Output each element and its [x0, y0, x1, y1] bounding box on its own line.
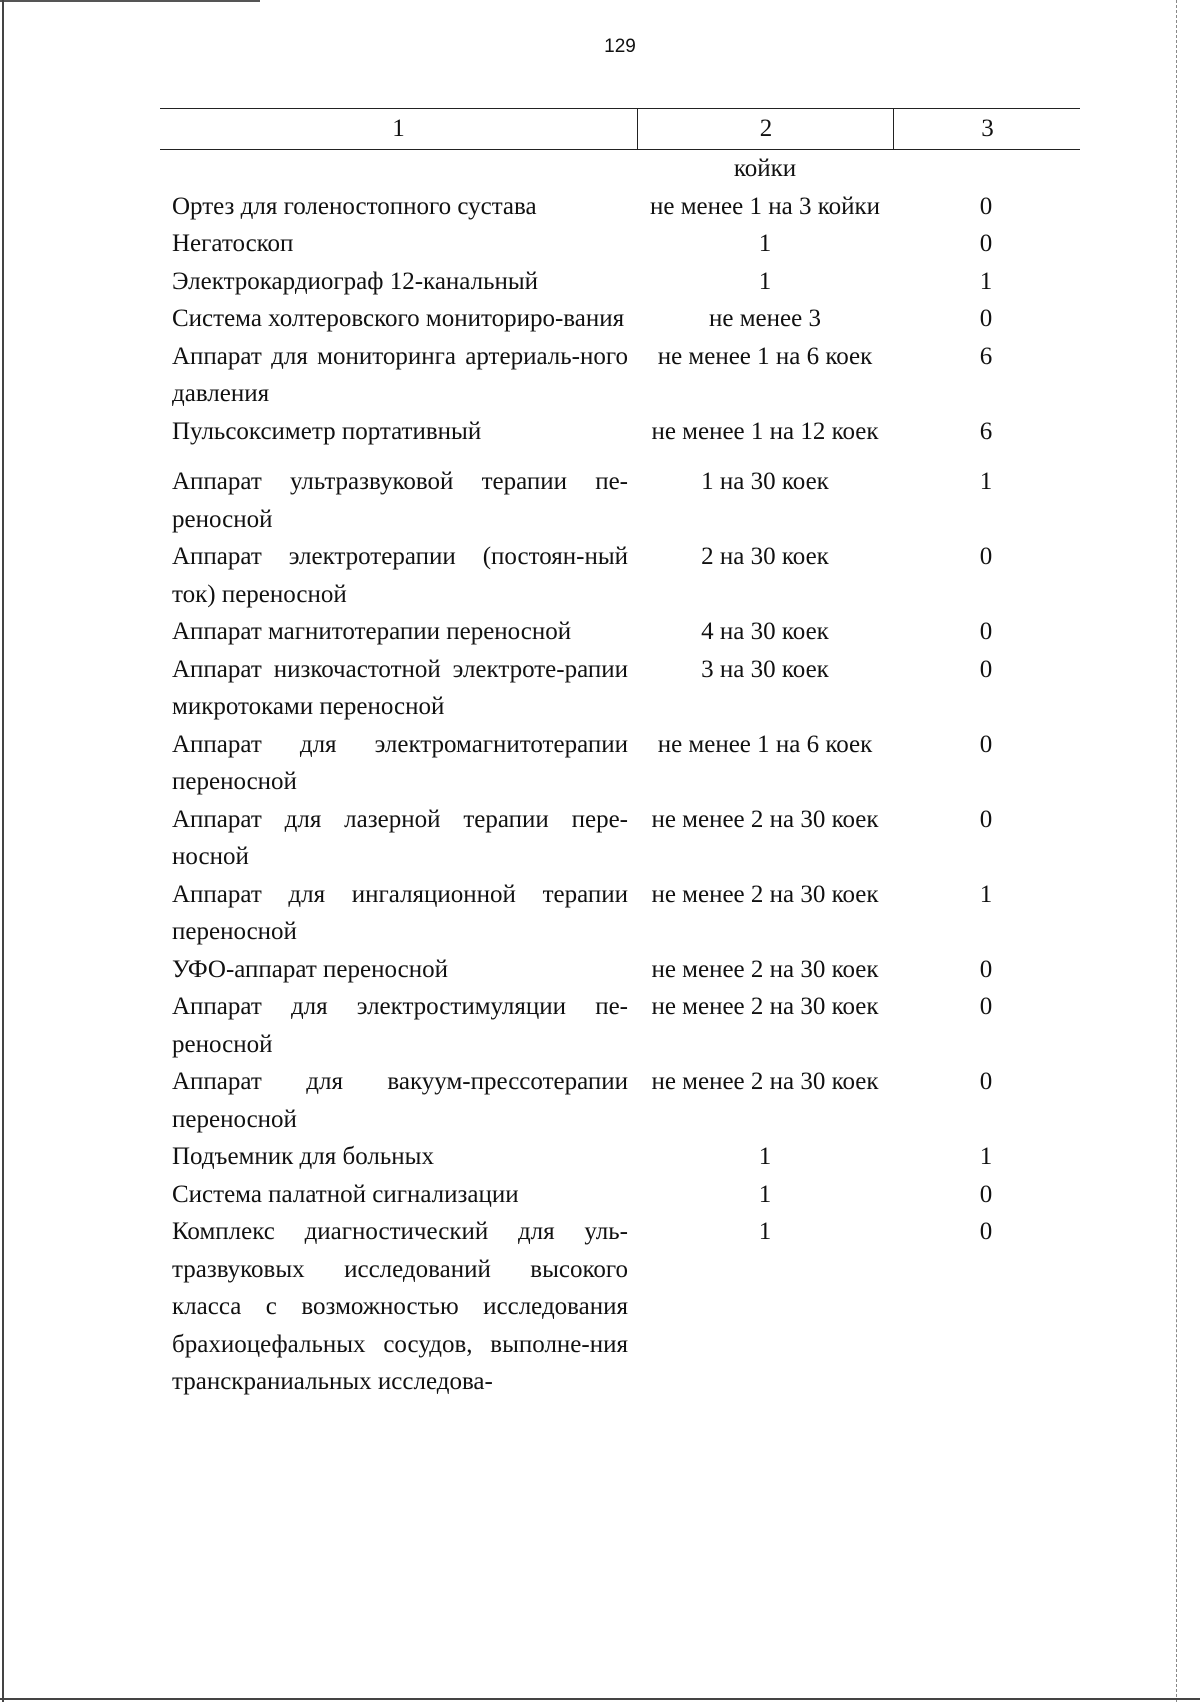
table-row: [172, 225, 1080, 263]
equipment-value: 0: [979, 993, 993, 1020]
equipment-quantity: 3 на 30 коек: [701, 655, 829, 683]
equipment-name: Аппарат низкочастотной электроте-рапии микротоками переносной: [172, 655, 628, 720]
scan-edge-right: [1176, 0, 1177, 1702]
equipment-name: Аппарат для лазерной терапии пере-носной: [172, 805, 628, 870]
table-row: [172, 300, 1080, 338]
header-col-2: 2: [637, 109, 894, 149]
table-row: [172, 263, 1080, 301]
table-row: [172, 1138, 1080, 1176]
table-row: [172, 338, 1080, 413]
scan-edge-top: [0, 0, 260, 2]
equipment-value: 0: [979, 730, 993, 758]
equipment-quantity: не менее 2 на 30 коек: [651, 1068, 879, 1095]
table-row: [172, 188, 1080, 226]
equipment-quantity: 1: [758, 267, 772, 295]
equipment-name: Комплекс диагностический для уль-тразвуковых исследований высокого класса с возможностью исследования брахиоцефальных сосудов, выполне-ния транскраниальных исследова-: [172, 1218, 628, 1395]
table-row: [172, 1063, 1080, 1138]
table-header: [160, 108, 1080, 150]
equipment-quantity: койки: [733, 155, 797, 182]
equipment-name: Система палатной сигнализации: [172, 1180, 519, 1208]
table-row: [172, 1176, 1080, 1214]
table-row: [172, 538, 1080, 613]
equipment-value: 0: [979, 305, 993, 332]
equipment-name: Аппарат для ингаляционной терапии переносной: [172, 880, 628, 945]
equipment-name: Аппарат для электромагнитотерапии переносной: [172, 730, 628, 795]
equipment-name: Негатоскоп: [172, 230, 294, 257]
equipment-quantity: 1: [758, 230, 772, 257]
equipment-quantity: не менее 2 на 30 коек: [651, 880, 879, 908]
equipment-quantity: не менее 1 на 6 коек: [657, 730, 873, 758]
table-row: [172, 951, 1080, 989]
table-row: [172, 651, 1080, 726]
equipment-value: 0: [979, 955, 993, 983]
equipment-quantity: 1: [758, 1218, 772, 1245]
equipment-name: Аппарат для электростимуляции пе-реносной: [172, 993, 628, 1058]
equipment-value: 1: [979, 880, 993, 908]
table-row: [172, 150, 1080, 188]
equipment-quantity: 4 на 30 коек: [701, 618, 829, 645]
equipment-name: Аппарат электротерапии (постоян-ный ток) переносной: [172, 543, 628, 608]
table-row: [172, 1213, 1080, 1401]
equipment-value: 1: [979, 1143, 993, 1170]
equipment-quantity: не менее 1 на 3 койки: [650, 192, 880, 220]
equipment-value: 0: [979, 655, 993, 683]
page-number: 129: [604, 36, 636, 57]
equipment-name: Система холтеровского мониториро-вания: [172, 305, 625, 332]
equipment-value: 0: [979, 230, 993, 257]
equipment-quantity: не менее 3: [709, 305, 821, 332]
equipment-name: Аппарат для вакуум-прессотерапии переносной: [172, 1068, 628, 1133]
equipment-value: 6: [979, 417, 993, 445]
equipment-quantity: не менее 1 на 6 коек: [657, 342, 873, 370]
table-row: [172, 801, 1080, 876]
table-body: [172, 150, 1080, 1401]
equipment-name: Электрокардиограф 12-канальный: [172, 267, 539, 295]
equipment-name: Подъемник для больных: [172, 1143, 434, 1170]
equipment-name: УФО-аппарат переносной: [172, 955, 448, 983]
equipment-name: Аппарат магнитотерапии переносной: [172, 618, 572, 645]
equipment-quantity: не менее 2 на 30 коек: [651, 993, 879, 1020]
equipment-value: 6: [979, 342, 993, 370]
scan-edge-bottom: [0, 1698, 1200, 1700]
equipment-name: Ортез для голеностопного сустава: [172, 192, 537, 220]
table-row: [172, 726, 1080, 801]
equipment-quantity: не менее 2 на 30 коек: [651, 805, 879, 833]
header-col-1: 1: [392, 115, 405, 142]
table-row: [172, 413, 1080, 451]
equipment-value: 0: [979, 543, 993, 570]
equipment-value: 1: [979, 468, 993, 495]
equipment-value: 0: [979, 618, 993, 645]
equipment-quantity: не менее 2 на 30 коек: [651, 955, 879, 983]
table-row: [172, 988, 1080, 1063]
equipment-name: Аппарат ультразвуковой терапии пе-реносной: [172, 468, 628, 533]
equipment-name: Пульсоксиметр портативный: [172, 417, 482, 445]
scan-edge-left: [2, 0, 4, 1702]
table-row: [172, 876, 1080, 951]
equipment-quantity: 1: [758, 1180, 772, 1208]
row-gap: [172, 450, 1080, 463]
equipment-quantity: 1: [758, 1143, 772, 1170]
equipment-value: 0: [979, 1068, 993, 1095]
equipment-value: 0: [979, 1218, 993, 1245]
equipment-value: 0: [979, 1180, 993, 1208]
equipment-quantity: не менее 1 на 12 коек: [651, 417, 879, 445]
table-row: [172, 613, 1080, 651]
equipment-value: 0: [979, 805, 993, 833]
equipment-quantity: 2 на 30 коек: [701, 543, 829, 570]
equipment-quantity: 1 на 30 коек: [701, 468, 829, 495]
equipment-value: 0: [979, 192, 993, 220]
equipment-value: 1: [979, 267, 993, 295]
table-row: [172, 463, 1080, 538]
equipment-name: Аппарат для мониторинга артериаль-ного давления: [172, 342, 628, 407]
header-col-3: 3: [893, 109, 1081, 149]
